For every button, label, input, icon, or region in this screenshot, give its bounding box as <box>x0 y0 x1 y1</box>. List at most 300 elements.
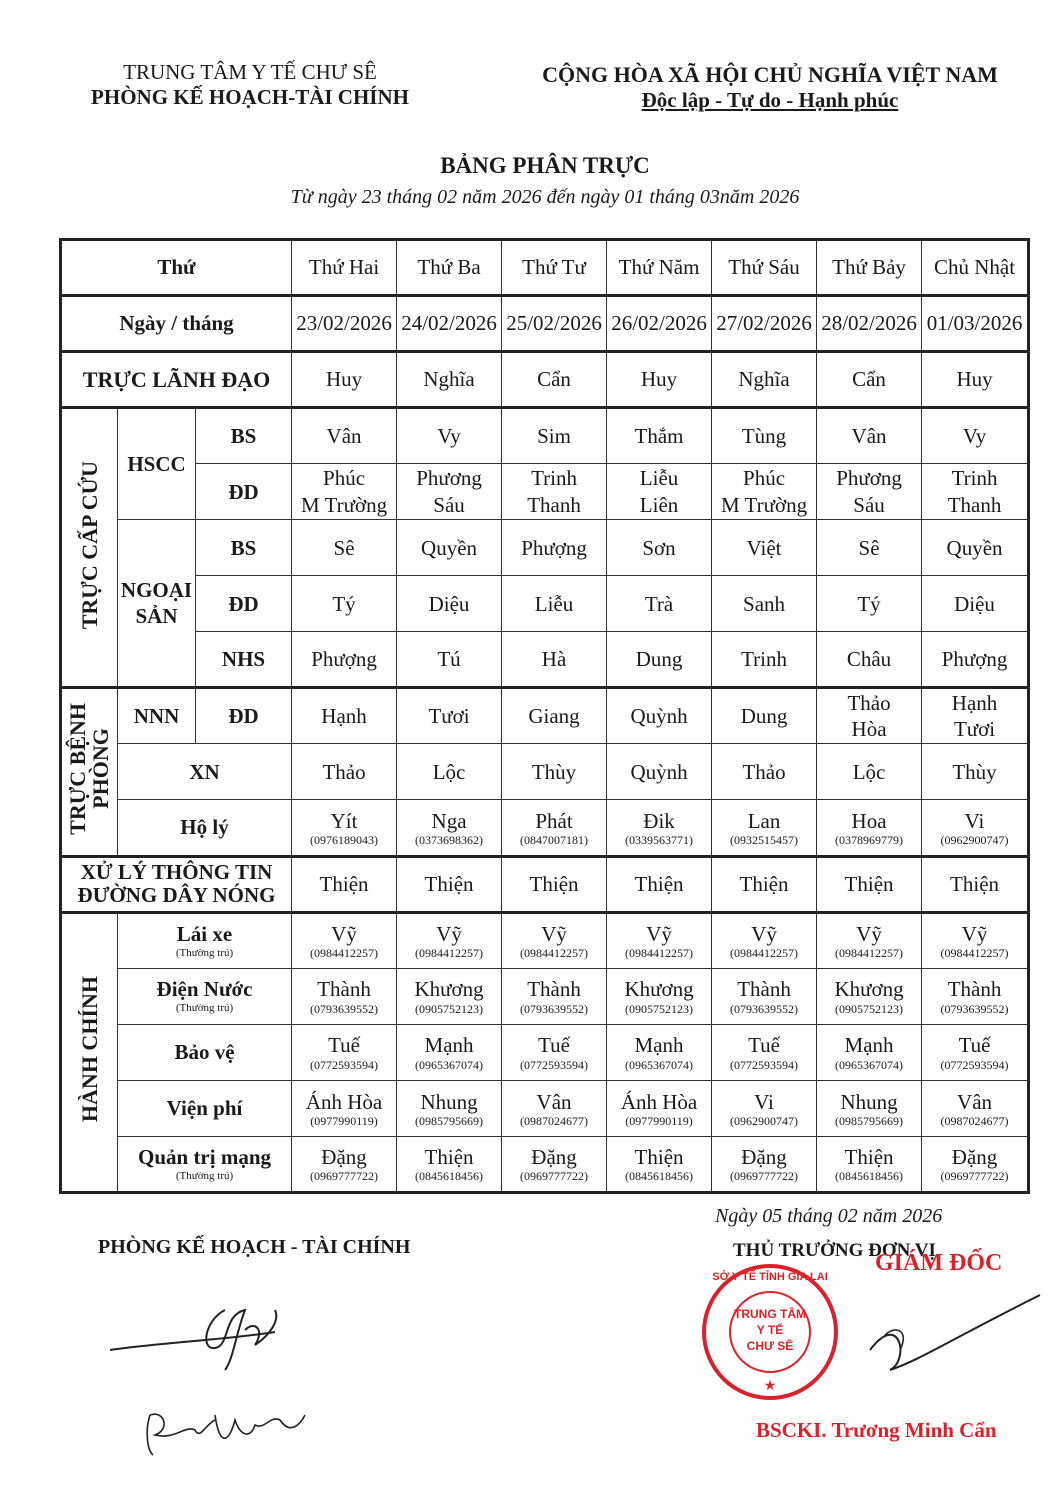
footer-director: GIÁM ĐỐC <box>875 1250 1003 1276</box>
xn-cell <box>817 744 922 800</box>
day-header <box>922 240 1029 296</box>
quan-tri-mang-text: Quản trị mạng <box>138 1144 272 1169</box>
date-header <box>922 296 1029 352</box>
nnn-dd-cell-line: Quỳnh <box>630 704 688 729</box>
lai-xe-cell-phone: (0984412257) <box>835 946 904 961</box>
lai-xe-cell <box>292 912 397 968</box>
date-header <box>292 296 397 352</box>
xn-text: XN <box>189 759 220 784</box>
bao-ve-cell <box>292 1024 397 1080</box>
ns-nhs-cell-value: Châu <box>846 647 892 672</box>
date-value: 24/02/2026 <box>401 311 497 336</box>
lai-xe-label <box>118 912 292 968</box>
ns-nhs-cell <box>502 632 607 688</box>
nnn-dd-cell <box>502 688 607 744</box>
ns-bs-cell-value: Việt <box>746 535 782 560</box>
day-header <box>292 240 397 296</box>
hscc-bs-cell <box>607 408 712 464</box>
lai-xe-cell <box>397 912 502 968</box>
date-value: 26/02/2026 <box>611 311 707 336</box>
xn-cell-value: Lộc <box>432 759 466 784</box>
vien-phi-cell-phone: (0985795669) <box>415 1113 484 1128</box>
dien-nuoc-cell-phone: (0793639552) <box>940 1001 1009 1016</box>
ho-ly-cell-phone: (0339563771) <box>625 833 694 848</box>
dien-nuoc-cell-phone: (0793639552) <box>730 1001 799 1016</box>
quan-tri-mang-cell <box>502 1136 607 1192</box>
quan-tri-mang-cell-phone: (0845618456) <box>415 1169 484 1184</box>
xu-ly-cell <box>922 856 1029 912</box>
quan-tri-mang-cell-phone: (0969777722) <box>520 1169 589 1184</box>
ho-ly-cell-phone: (0976189043) <box>310 833 379 848</box>
ho-ly-cell-name: Lan <box>747 808 781 833</box>
truc-lanh-dao-cell-value: Huy <box>325 367 363 392</box>
xu-ly-cell-value: Thiện <box>424 871 474 896</box>
xn-cell-value: Lộc <box>852 759 886 784</box>
hscc-bs-cell <box>502 408 607 464</box>
vien-phi-cell-name: Nhung <box>840 1089 898 1114</box>
nnn-dd-cell <box>922 688 1029 744</box>
date-header <box>712 296 817 352</box>
date-header <box>502 296 607 352</box>
day-name: Thứ Bảy <box>832 255 906 280</box>
hscc-dd-cell-line: Phương <box>836 466 902 491</box>
ns-nhs-cell-value: Phượng <box>311 647 377 672</box>
truc-lanh-dao-cell <box>817 352 922 408</box>
bao-ve-cell <box>712 1024 817 1080</box>
table-row <box>61 912 1029 968</box>
xu-ly-line2: ĐƯỜNG DÂY NÓNG <box>77 883 276 908</box>
hscc-dd-cell <box>817 464 922 520</box>
role-bs <box>196 520 292 576</box>
truc-lanh-dao-cell <box>292 352 397 408</box>
vien-phi-cell-name: Nhung <box>420 1089 478 1114</box>
dien-nuoc-cell-name: Khương <box>834 977 904 1002</box>
table-row <box>61 744 1029 800</box>
ns-bs-cell-value: Quyền <box>421 535 478 560</box>
ns-nhs-cell <box>397 632 502 688</box>
dien-nuoc-cell <box>292 968 397 1024</box>
day-header <box>817 240 922 296</box>
role-dd <box>196 688 292 744</box>
lai-xe-cell-name: Vỹ <box>856 921 882 946</box>
bao-ve-cell-name: Mạnh <box>844 1033 894 1058</box>
ns-nhs-cell-value: Hà <box>541 647 567 672</box>
role-nhs <box>196 632 292 688</box>
xn-cell <box>922 744 1029 800</box>
truc-lanh-dao-cell-value: Cẩn <box>537 367 571 392</box>
nnn-dd-cell-line: Tươi <box>428 704 470 729</box>
nnn-dd-cell <box>607 688 712 744</box>
ns-bs-cell-value: Sê <box>333 535 355 560</box>
hscc-dd-cell-line: Trinh <box>951 466 998 491</box>
vien-phi-cell <box>397 1080 502 1136</box>
ns-bs-cell-value: Quyền <box>946 535 1003 560</box>
bao-ve-text: Bảo vệ <box>174 1040 235 1065</box>
hscc-dd-cell-line: Phương <box>416 466 482 491</box>
quan-tri-mang-cell-name: Đặng <box>531 1145 577 1170</box>
quan-tri-mang-cell <box>397 1136 502 1192</box>
bao-ve-cell-phone: (0772593594) <box>520 1057 589 1072</box>
quan-tri-mang-cell-phone: (0969777722) <box>310 1169 379 1184</box>
bao-ve-cell-name: Mạnh <box>424 1033 474 1058</box>
ns-nhs-cell-value: Phượng <box>941 647 1008 672</box>
vien-phi-cell-name: Vi <box>754 1089 774 1114</box>
bao-ve-cell-name: Mạnh <box>634 1033 684 1058</box>
dd-text: ĐD <box>228 704 259 729</box>
bs-text: BS <box>230 535 257 560</box>
hanh-chinh-label <box>61 912 118 1192</box>
lai-xe-cell <box>922 912 1029 968</box>
lai-xe-cell-name: Vỹ <box>961 921 988 946</box>
ns-dd-cell-value: Liễu <box>534 591 574 616</box>
lai-xe-cell-name: Vỹ <box>646 921 672 946</box>
quan-tri-mang-cell-name: Đặng <box>741 1145 787 1170</box>
ns-dd-cell-value: Diệu <box>428 591 470 616</box>
ns-dd-cell-value: Diệu <box>954 591 995 616</box>
nation-line1: CỘNG HÒA XÃ HỘI CHỦ NGHĨA VIỆT NAM <box>542 62 998 87</box>
vien-phi-cell-phone: (0977990119) <box>625 1113 693 1128</box>
ns-nhs-cell <box>817 632 922 688</box>
nnn-dd-cell <box>712 688 817 744</box>
bao-ve-cell <box>397 1024 502 1080</box>
document-subtitle: Từ ngày 23 tháng 02 năm 2026 đến ngày 01 tháng 03năm 2026 <box>290 186 800 208</box>
ns-dd-cell <box>817 576 922 632</box>
ho-ly-cell-name: Yít <box>330 808 358 833</box>
table-row <box>61 352 1029 408</box>
truc-lanh-dao-cell <box>712 352 817 408</box>
table-row <box>61 800 1029 856</box>
nnn-dd-cell-line: Hòa <box>851 717 887 742</box>
truc-benh-phong-label <box>61 688 118 856</box>
xn-cell-value: Thùy <box>531 759 577 784</box>
bao-ve-cell <box>922 1024 1029 1080</box>
svg-text:Y TẾ: Y TẾ <box>756 1323 784 1337</box>
hscc-dd-cell <box>397 464 502 520</box>
truc-lanh-dao-cell-value: Cẩn <box>852 367 886 392</box>
hscc-bs-cell-value: Vân <box>326 424 362 449</box>
quan-tri-mang-cell <box>712 1136 817 1192</box>
truc-lanh-dao-cell-value: Nghĩa <box>738 367 790 392</box>
hscc-bs-cell-value: Sim <box>537 424 571 449</box>
quan-tri-mang-cell-name: Đặng <box>951 1145 998 1170</box>
ns-dd-cell-value: Tý <box>332 591 356 616</box>
dien-nuoc-cell-name: Thành <box>737 977 791 1002</box>
hscc-dd-cell-line: Thanh <box>527 492 581 517</box>
truc-cap-cuu-label <box>61 408 118 688</box>
quan-tri-mang-cell <box>292 1136 397 1192</box>
svg-text:SỞ Y TẾ TỈNH GIA LAI: SỞ Y TẾ TỈNH GIA LAI <box>712 1271 828 1283</box>
bao-ve-cell-name: Tuế <box>958 1033 991 1058</box>
hscc-dd-cell-line: Phúc <box>743 466 786 491</box>
dien-nuoc-cell-name: Thành <box>947 977 1002 1002</box>
official-stamp <box>690 1262 860 1402</box>
bao-ve-cell-phone: (0772593594) <box>310 1057 379 1072</box>
table-row <box>61 632 1029 688</box>
nnn-dd-cell-line: Tươi <box>953 717 996 742</box>
xu-ly-cell-value: Thiện <box>950 871 1000 896</box>
ngay-thang-label: Ngày / tháng <box>119 311 234 336</box>
thuong-tru-note: (Thường trú) <box>175 946 234 959</box>
day-name: Thứ Tư <box>522 255 586 280</box>
ngoai-san-label <box>118 520 196 688</box>
ho-ly-label <box>118 800 292 856</box>
truc-lanh-dao-text: TRỰC LÃNH ĐẠO <box>82 366 271 392</box>
nation-header <box>500 62 1040 113</box>
lai-xe-cell-name: Vỹ <box>541 921 567 946</box>
ho-ly-cell-phone: (0962900747) <box>940 833 1009 848</box>
ns-bs-cell <box>922 520 1029 576</box>
dien-nuoc-cell-phone: (0793639552) <box>310 1001 379 1016</box>
ns-nhs-cell <box>292 632 397 688</box>
quan-tri-mang-cell-name: Đặng <box>321 1145 367 1170</box>
ns-dd-cell-value: Trà <box>644 591 674 616</box>
date-header <box>397 296 502 352</box>
ns-dd-cell <box>502 576 607 632</box>
org-line2: PHÒNG KẾ HOẠCH-TÀI CHÍNH <box>91 85 409 109</box>
lai-xe-cell-phone: (0984412257) <box>940 946 1009 961</box>
table-row <box>61 520 1029 576</box>
footer-date: Ngày 05 tháng 02 năm 2026 <box>715 1205 943 1227</box>
bao-ve-cell <box>817 1024 922 1080</box>
bao-ve-cell-phone: (0965367074) <box>625 1057 694 1072</box>
quan-tri-mang-cell-name: Thiện <box>424 1145 474 1170</box>
dien-nuoc-cell <box>712 968 817 1024</box>
lai-xe-text: Lái xe <box>176 921 233 946</box>
lai-xe-cell-phone: (0984412257) <box>310 946 379 961</box>
truc-lanh-dao-cell <box>922 352 1029 408</box>
ho-ly-cell <box>712 800 817 856</box>
ns-dd-cell <box>292 576 397 632</box>
hscc-bs-cell <box>292 408 397 464</box>
dien-nuoc-cell <box>817 968 922 1024</box>
xu-ly-cell <box>502 856 607 912</box>
bao-ve-cell <box>607 1024 712 1080</box>
ns-bs-cell-value: Sơn <box>642 535 676 560</box>
header-ngay-thang <box>61 296 292 352</box>
quan-tri-mang-cell-name: Thiện <box>634 1145 684 1170</box>
dept-signature <box>105 1290 345 1470</box>
svg-text:★: ★ <box>763 1377 777 1393</box>
ngoai-san-line1: NGOẠI <box>120 578 193 603</box>
date-header <box>607 296 712 352</box>
ns-nhs-cell <box>607 632 712 688</box>
vien-phi-cell <box>607 1080 712 1136</box>
xu-ly-cell <box>817 856 922 912</box>
document-title: BẢNG PHÂN TRỰC <box>440 153 650 178</box>
day-name: Chủ Nhật <box>933 255 1016 280</box>
date-value: 27/02/2026 <box>716 311 812 336</box>
ns-bs-cell-value: Sê <box>858 535 880 560</box>
hscc-bs-cell-value: Vy <box>437 424 461 449</box>
header-thu <box>61 240 292 296</box>
vien-phi-cell-phone: (0985795669) <box>835 1113 904 1128</box>
footer-supervisor: THỦ TRƯỞNG ĐƠN VỊ <box>733 1240 936 1261</box>
hscc-dd-cell-line: Sáu <box>433 492 465 517</box>
xn-cell <box>712 744 817 800</box>
nnn-text: NNN <box>133 704 180 729</box>
xn-cell-value: Thảo <box>322 759 366 784</box>
xu-ly-cell <box>712 856 817 912</box>
table-row <box>61 576 1029 632</box>
truc-cap-cuu-text: TRỰC CẤP CỨU <box>76 460 102 629</box>
bao-ve-cell-phone: (0965367074) <box>835 1057 904 1072</box>
ho-ly-cell <box>922 800 1029 856</box>
bao-ve-label <box>118 1024 292 1080</box>
xn-label <box>118 744 292 800</box>
date-value: 23/02/2026 <box>296 311 392 336</box>
vien-phi-cell-phone: (0987024677) <box>940 1113 1009 1128</box>
dien-nuoc-cell <box>922 968 1029 1024</box>
day-header <box>607 240 712 296</box>
vien-phi-cell <box>817 1080 922 1136</box>
thuong-tru-note: (Thường trú) <box>175 1170 234 1183</box>
nnn-label <box>118 688 196 744</box>
xn-cell <box>607 744 712 800</box>
nnn-dd-cell-line: Hạnh <box>951 691 998 716</box>
hscc-dd-cell-line: M Trường <box>300 492 388 517</box>
bao-ve-cell-phone: (0772593594) <box>940 1057 1009 1072</box>
schedule-table <box>59 238 1030 1194</box>
vien-phi-label <box>118 1080 292 1136</box>
quan-tri-mang-cell <box>607 1136 712 1192</box>
vien-phi-cell <box>502 1080 607 1136</box>
ns-nhs-cell-value: Tú <box>437 647 461 672</box>
xu-ly-cell <box>607 856 712 912</box>
table-row <box>61 856 1029 912</box>
lai-xe-cell <box>607 912 712 968</box>
bao-ve-cell-phone: (0772593594) <box>730 1057 799 1072</box>
dien-nuoc-label <box>118 968 292 1024</box>
ns-dd-cell-value: Sanh <box>743 591 786 616</box>
lai-xe-cell-name: Vỹ <box>751 921 777 946</box>
table-row <box>61 464 1029 520</box>
xu-ly-cell-value: Thiện <box>319 871 369 896</box>
hscc-bs-cell-value: Vân <box>851 424 887 449</box>
truc-benh-phong-line1: TRỰC BỆNH <box>65 702 91 835</box>
org-line1: TRUNG TÂM Y TẾ CHƯ SÊ <box>123 60 377 84</box>
quan-tri-mang-cell-name: Thiện <box>844 1145 894 1170</box>
ho-ly-cell <box>397 800 502 856</box>
hscc-bs-cell-value: Thắm <box>634 424 684 449</box>
day-name: Thứ Năm <box>618 255 700 280</box>
day-header <box>502 240 607 296</box>
xu-ly-cell-value: Thiện <box>529 871 579 896</box>
truc-lanh-dao-label <box>61 352 292 408</box>
hscc-dd-cell <box>292 464 397 520</box>
truc-benh-phong-wrap <box>66 703 112 835</box>
hanh-chinh-text: HÀNH CHÍNH <box>76 976 102 1123</box>
ho-ly-cell <box>817 800 922 856</box>
ho-ly-cell-name: Phát <box>535 808 573 833</box>
lai-xe-cell-phone: (0984412257) <box>520 946 589 961</box>
date-value: 25/02/2026 <box>506 311 602 336</box>
nnn-dd-cell-line: Hạnh <box>321 704 367 729</box>
xn-cell <box>397 744 502 800</box>
nnn-dd-cell <box>817 688 922 744</box>
bs-text: BS <box>230 424 257 449</box>
vien-phi-cell-name: Ánh Hòa <box>305 1089 383 1114</box>
dien-nuoc-cell-name: Thành <box>317 977 371 1002</box>
dd-text: ĐD <box>228 591 259 616</box>
xu-ly-cell-value: Thiện <box>634 871 684 896</box>
ho-ly-cell-name: Vi <box>964 808 985 833</box>
day-name: Thứ Sáu <box>728 255 800 280</box>
vien-phi-cell-name: Vân <box>536 1089 572 1114</box>
ho-ly-cell <box>607 800 712 856</box>
dien-nuoc-cell <box>502 968 607 1024</box>
hscc-text: HSCC <box>127 452 186 477</box>
xn-cell-value: Quỳnh <box>630 759 688 784</box>
table-row <box>61 240 1029 296</box>
role-dd <box>196 576 292 632</box>
hscc-bs-cell-value: Tùng <box>741 424 787 449</box>
xn-cell <box>502 744 607 800</box>
table-row <box>61 1136 1029 1192</box>
ns-bs-cell <box>502 520 607 576</box>
dien-nuoc-cell-phone: (0793639552) <box>520 1001 589 1016</box>
role-bs <box>196 408 292 464</box>
xn-cell-value: Thùy <box>952 759 997 784</box>
table-row <box>61 688 1029 744</box>
xu-ly-cell <box>292 856 397 912</box>
dien-nuoc-cell-phone: (0905752123) <box>625 1001 694 1016</box>
ns-nhs-cell <box>712 632 817 688</box>
hscc-label <box>118 408 196 520</box>
quan-tri-mang-cell-phone: (0969777722) <box>730 1169 799 1184</box>
lai-xe-cell <box>502 912 607 968</box>
table-row <box>61 296 1029 352</box>
vien-phi-cell-phone: (0962900747) <box>730 1113 799 1128</box>
ns-bs-cell <box>817 520 922 576</box>
vien-phi-text: Viện phí <box>166 1096 243 1121</box>
hscc-dd-cell-line: Trinh <box>531 466 577 491</box>
ns-dd-cell <box>607 576 712 632</box>
lai-xe-cell-phone: (0984412257) <box>625 946 694 961</box>
date-header <box>817 296 922 352</box>
ho-ly-cell-name: Nga <box>431 808 467 833</box>
dien-nuoc-cell-name: Khương <box>624 977 694 1002</box>
xu-ly-cell-value: Thiện <box>844 871 894 896</box>
hscc-dd-cell <box>502 464 607 520</box>
nnn-dd-cell-line: Dung <box>740 704 788 729</box>
bao-ve-cell-name: Tuế <box>748 1033 780 1058</box>
xu-ly-cell <box>397 856 502 912</box>
hscc-bs-cell <box>922 408 1029 464</box>
day-name: Thứ Ba <box>417 255 481 280</box>
thu-label: Thứ <box>157 255 196 280</box>
dien-nuoc-cell <box>607 968 712 1024</box>
director-name: BSCKI. Trương Minh Cẩn <box>756 1418 997 1442</box>
ho-ly-cell-phone: (0373698362) <box>415 833 484 848</box>
nhs-text: NHS <box>221 647 266 672</box>
ns-nhs-cell <box>922 632 1029 688</box>
xn-cell-value: Thảo <box>742 759 786 784</box>
ngoai-san-line2: SẢN <box>135 604 178 629</box>
dien-nuoc-text: Điện Nước <box>156 977 253 1002</box>
svg-text:CHƯ SÊ: CHƯ SÊ <box>746 1339 794 1353</box>
bao-ve-cell-name: Tuế <box>538 1033 570 1058</box>
ho-ly-cell-name: Đik <box>643 808 675 833</box>
ns-nhs-cell-value: Trinh <box>741 647 787 672</box>
truc-lanh-dao-cell <box>502 352 607 408</box>
quan-tri-mang-cell-phone: (0845618456) <box>835 1169 904 1184</box>
ho-ly-cell-phone: (0932515457) <box>730 833 799 848</box>
xu-ly-line1: XỬ LÝ THÔNG TIN <box>80 859 273 884</box>
nnn-dd-cell <box>397 688 502 744</box>
bao-ve-cell <box>502 1024 607 1080</box>
hscc-bs-cell <box>817 408 922 464</box>
nnn-dd-cell-line: Thảo <box>847 691 891 716</box>
